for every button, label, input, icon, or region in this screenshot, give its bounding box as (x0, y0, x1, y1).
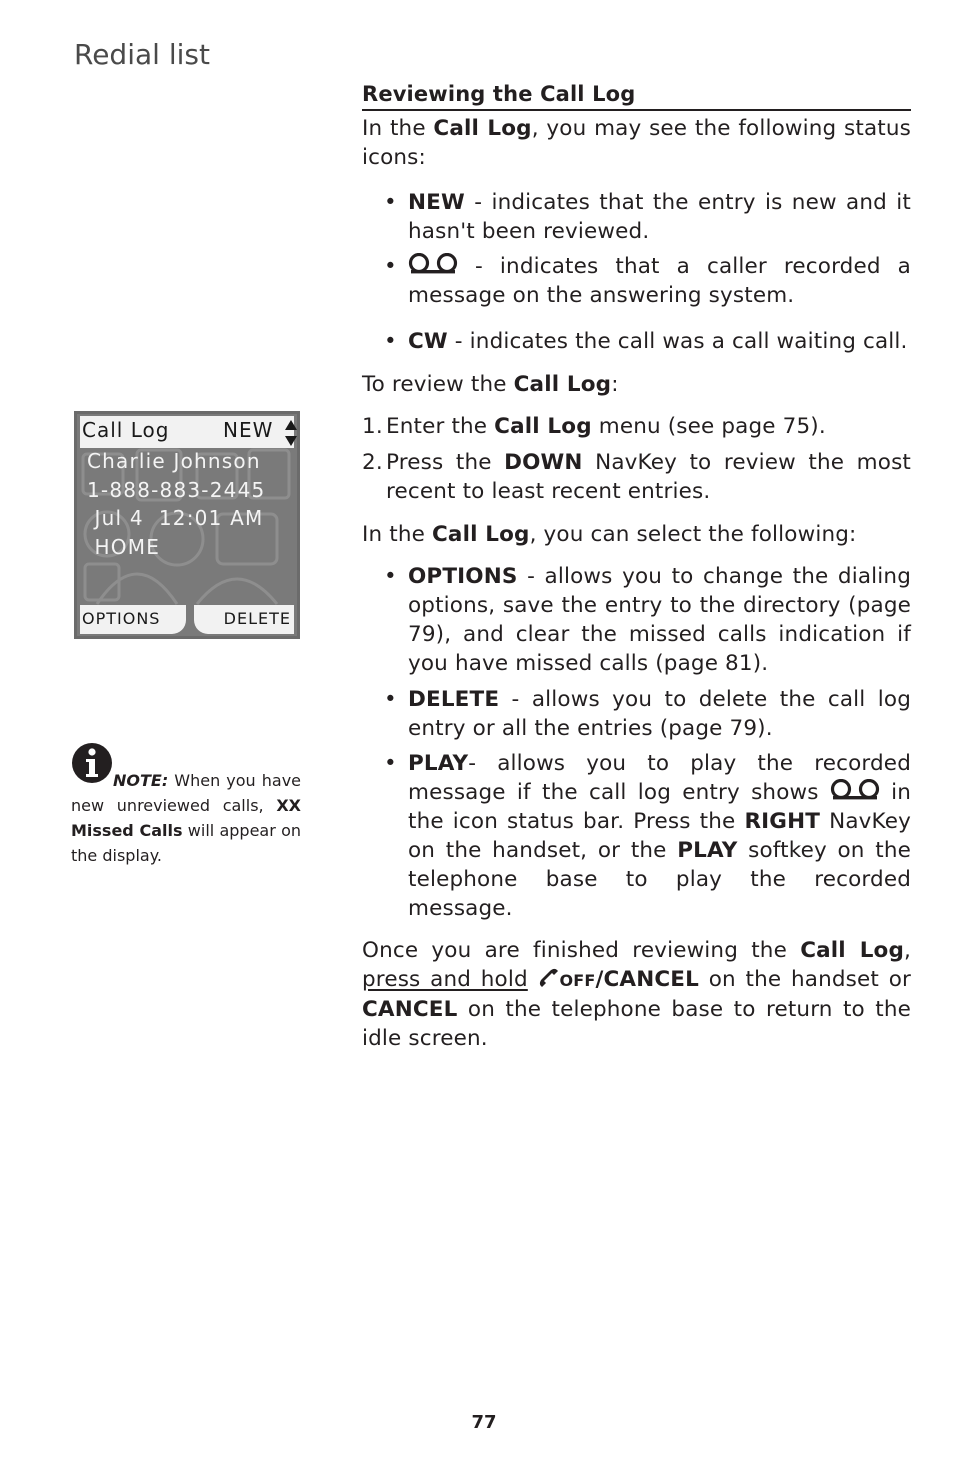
answering-machine-icon (830, 779, 880, 801)
up-down-arrows-icon (285, 420, 297, 446)
list-item: • CW - indicates the call was a call waiting call. (408, 327, 911, 356)
status-icon-list (362, 188, 911, 356)
step-item: 2. Press the DOWN NavKey to review the most recent to least recent entries. (362, 450, 911, 504)
note-label: NOTE: (113, 771, 169, 790)
answering-machine-icon (408, 253, 458, 275)
note-text-2: will appear on the display. (71, 821, 301, 865)
section-header: Redial list (74, 38, 210, 71)
note-box (71, 742, 301, 868)
screen-call-time: Jul 4 12:01 AM (87, 506, 264, 530)
screen-caller-name: Charlie Johnson (87, 449, 261, 473)
list-item: • - indicates that a caller recorded a message on the answering system. (408, 252, 911, 310)
screen-title: Call Log (82, 418, 170, 442)
info-icon (71, 742, 113, 784)
screen-number-type: HOME (87, 535, 161, 559)
review-intro: To review the Call Log: (362, 372, 619, 397)
note-missed-calls: XX Missed Calls (71, 796, 301, 840)
finish-paragraph: Once you are finished reviewing the Call Log, press and hold OFF/CANCEL on the handset or CANCEL on the telephone base to return to the idle screen. (362, 938, 912, 1051)
list-item: • PLAY- allows you to play the recorded message if the call log entry shows in the icon status bar. Press the RIGHT NavKey on the handset, or the PLAY softkey on the telephone base to play the recorded message. (408, 749, 911, 923)
list-item: • DELETE - allows you to delete the call log entry or all the entries (page 79). (408, 685, 911, 743)
select-intro: In the Call Log, you can select the following: (362, 522, 857, 547)
list-item: • NEW - indicates that the entry is new and it hasn't been reviewed. (408, 188, 911, 246)
options-list (362, 562, 911, 923)
handset-screen (74, 411, 300, 639)
softkey-delete: DELETE (194, 605, 294, 634)
screen-new-badge: NEW (223, 418, 274, 442)
page-number: 77 (471, 1412, 497, 1433)
note-text-1: When you have new unreviewed calls, (71, 771, 301, 815)
softkey-options: OPTIONS (80, 605, 186, 634)
phone-off-icon (538, 967, 560, 989)
screen-title-bar (80, 416, 294, 448)
screen-caller-number: 1-888-883-2445 (87, 478, 266, 502)
step-item: 1. Enter the Call Log menu (see page 75). (362, 414, 826, 439)
intro-paragraph: In the Call Log, you may see the following status icons: (362, 116, 911, 170)
steps-list (362, 412, 911, 506)
main-content (362, 80, 911, 1053)
list-item: • OPTIONS - allows you to change the dialing options, save the entry to the directory (page 79), and clear the missed calls indication if you have missed calls (page 81). (408, 562, 911, 678)
page-title: Reviewing the Call Log (362, 80, 911, 111)
